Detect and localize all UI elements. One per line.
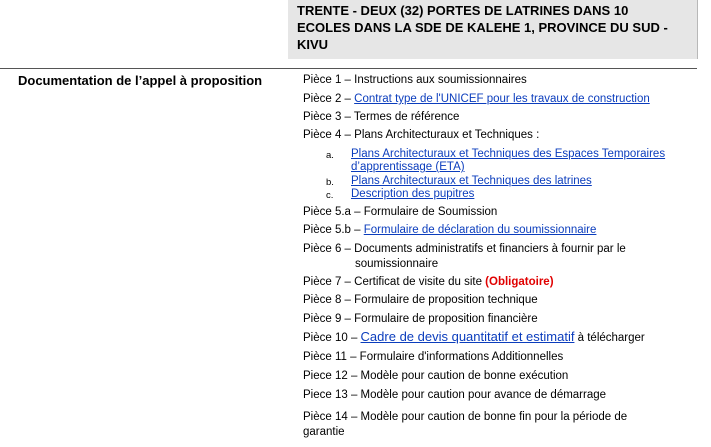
list-item-piece-9: Pièce 9 – Formulaire de proposition financière <box>303 313 538 325</box>
contrat-type-link[interactable]: Contrat type de l'UNICEF pour les travaux de construction <box>354 93 650 105</box>
piece-7-text: Pièce 7 – Certificat de visite du site <box>303 276 486 288</box>
piece-6-continuation: soumissionnaire <box>355 258 439 270</box>
list-item-piece-1: Pièce 1 – Instructions aux soumissionnaires <box>303 74 527 86</box>
section-label: Documentation de l’appel à proposition <box>18 73 263 88</box>
list-item-piece-14: Pièce 14 – Modèle pour caution de bonne fin pour la période de <box>303 411 628 423</box>
page-title <box>297 2 697 53</box>
piece-10-suffix: à télécharger <box>574 332 645 344</box>
sub-letter-c: c. <box>326 190 334 201</box>
list-item-piece-5a: Pièce 5.a – Formulaire de Soumission <box>303 206 498 218</box>
list-item-piece-7 <box>303 275 554 289</box>
plans-eta-link-line2[interactable]: d’apprentissage (ETA) <box>351 161 465 173</box>
plans-eta-link[interactable] <box>351 148 701 174</box>
pupitres-link-text[interactable]: Description des pupitres <box>351 188 475 200</box>
list-item-piece-4: Pièce 4 – Plans Architecturaux et Techniques : <box>303 129 540 141</box>
list-item-piece-3: Pièce 3 – Termes de référence <box>303 111 460 123</box>
plans-latrines-link-text[interactable]: Plans Architecturaux et Techniques des latrines <box>351 175 592 187</box>
list-item-piece-13: Piece 13 – Modèle pour caution pour avance de démarrage <box>303 389 607 401</box>
declaration-soumissionnaire-link[interactable]: Formulaire de déclaration du soumissionnaire <box>363 224 597 236</box>
list-item-piece-10 <box>303 330 645 345</box>
plans-eta-link-line1[interactable]: Plans Architecturaux et Techniques des Espaces Temporaires <box>351 148 666 160</box>
list-item-piece-8: Pièce 8 – Formulaire de proposition technique <box>303 294 538 306</box>
piece-14-continuation: garantie <box>303 426 345 438</box>
pupitres-link[interactable] <box>351 188 701 201</box>
title-line-1: TRENTE - DEUX (32) PORTES DE LATRINES DANS 10 <box>297 3 629 18</box>
section-divider <box>0 68 697 69</box>
required-badge: (Obligatoire) <box>485 276 554 288</box>
list-item-piece-12: Piece 12 – Modèle pour caution de bonne exécution <box>303 370 569 382</box>
list-item-piece-11: Pièce 11 – Formulaire d'informations Additionnelles <box>303 351 564 363</box>
piece-5b-prefix: Pièce 5.b – <box>303 224 364 236</box>
devis-link[interactable]: Cadre de devis quantitatif et estimatif <box>360 329 575 344</box>
title-line-2: ECOLES DANS LA SDE DE KALEHE 1, PROVINCE DU SUD - <box>297 20 668 35</box>
list-item-piece-5b <box>303 223 596 237</box>
list-item-piece-6: Pièce 6 – Documents administratifs et financiers à fournir par le <box>303 243 626 255</box>
plans-latrines-link[interactable] <box>351 175 701 188</box>
sub-letter-b: b. <box>326 177 334 188</box>
sub-letter-a: a. <box>326 150 334 161</box>
piece-10-prefix: Pièce 10 – <box>303 332 361 344</box>
list-item-piece-2 <box>303 92 650 106</box>
piece-2-prefix: Pièce 2 – <box>303 93 355 105</box>
title-line-3: KIVU <box>297 37 329 52</box>
